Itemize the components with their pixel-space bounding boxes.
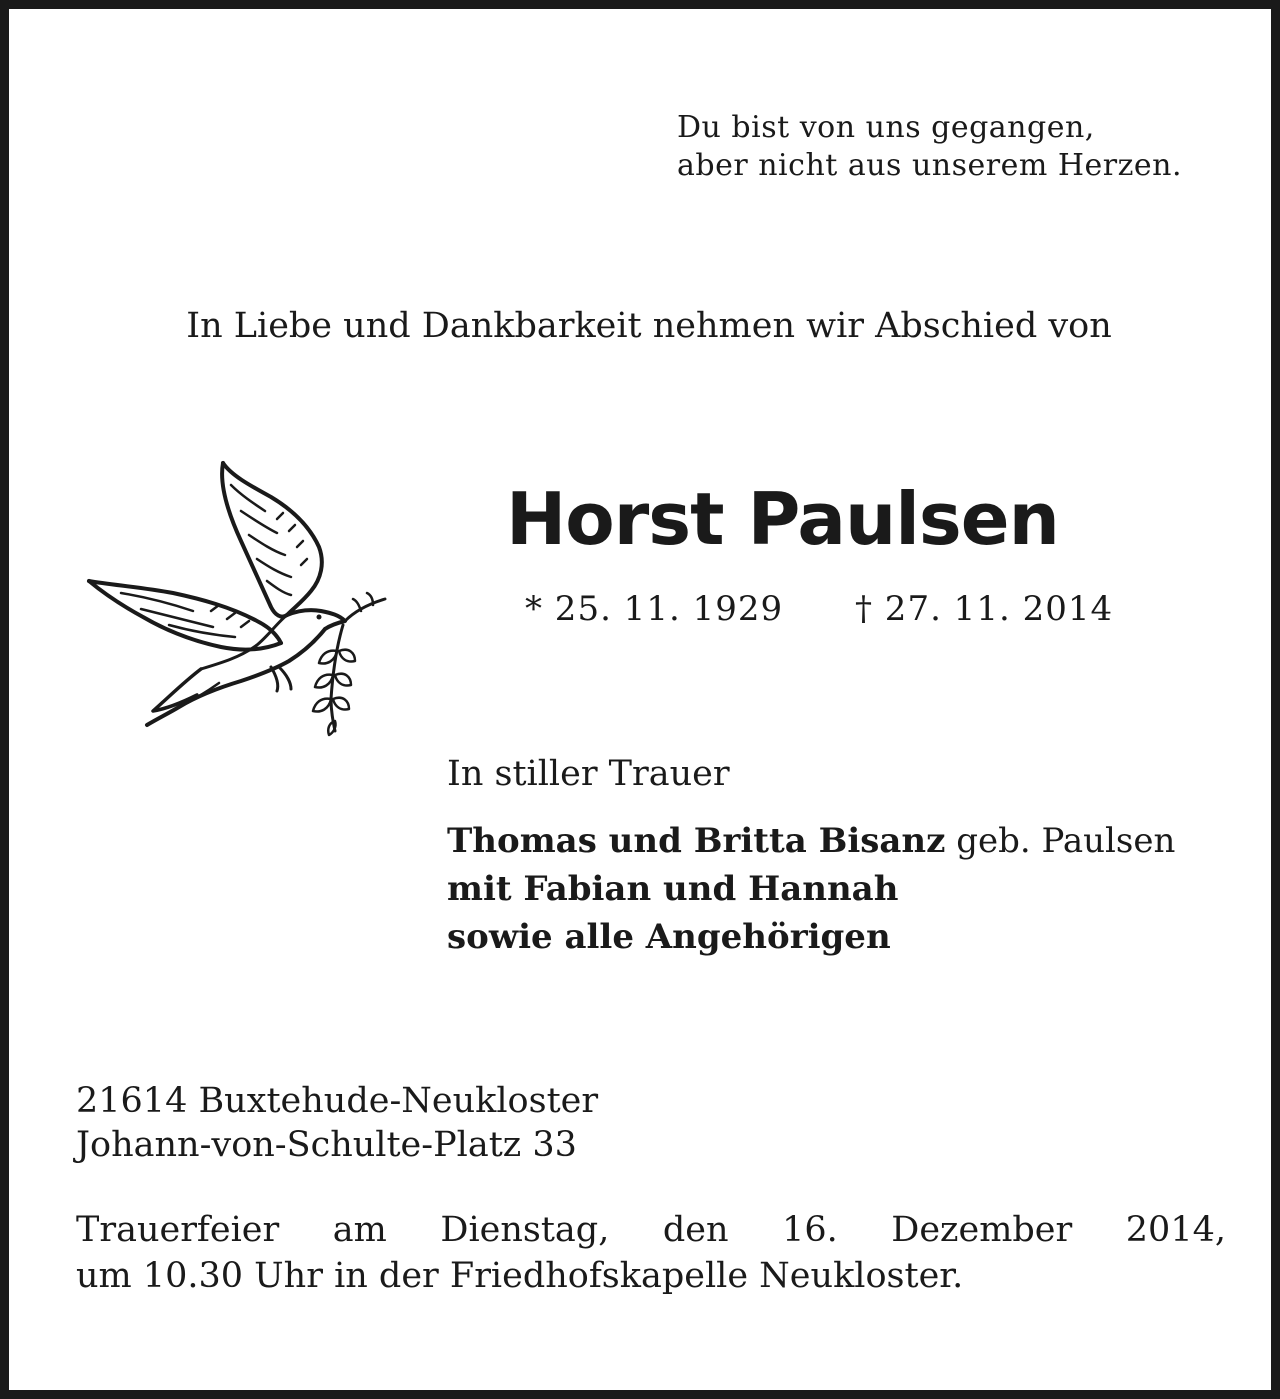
intro-text: In Liebe und Dankbarkeit nehmen wir Abschied von bbox=[186, 306, 1112, 346]
mourners-names: Thomas und Britta Bisanz bbox=[447, 821, 946, 861]
death-date: † 27. 11. 2014 bbox=[855, 589, 1114, 629]
address-block bbox=[76, 1079, 598, 1167]
address-line-2: Johann-von-Schulte-Platz 33 bbox=[76, 1125, 577, 1165]
service-line-1: Trauerfeier am Dienstag, den 16. Dezember 2014, bbox=[76, 1210, 1226, 1250]
mourners-maiden-name: geb. Paulsen bbox=[945, 821, 1176, 861]
deceased-name: Horst Paulsen bbox=[506, 477, 1059, 561]
mourners-line-1 bbox=[447, 817, 1175, 865]
motto-line-1: Du bist von uns gegangen, bbox=[677, 110, 1095, 145]
mourners-list bbox=[447, 817, 1175, 961]
funeral-service-info bbox=[76, 1207, 1226, 1299]
mourners-line-2: mit Fabian und Hannah bbox=[447, 869, 899, 909]
mourners-line-3: sowie alle Angehörigen bbox=[447, 917, 891, 957]
birth-date: * 25. 11. 1929 bbox=[525, 589, 784, 629]
mourning-heading: In stiller Trauer bbox=[447, 754, 730, 794]
motto-line-2: aber nicht aus unserem Herzen. bbox=[677, 148, 1183, 183]
service-line-2: um 10.30 Uhr in der Friedhofskapelle Neukloster. bbox=[76, 1256, 964, 1296]
dove-with-olive-branch-icon bbox=[81, 455, 393, 739]
motto-quote bbox=[677, 109, 1182, 185]
address-line-1: 21614 Buxtehude-Neukloster bbox=[76, 1081, 599, 1121]
